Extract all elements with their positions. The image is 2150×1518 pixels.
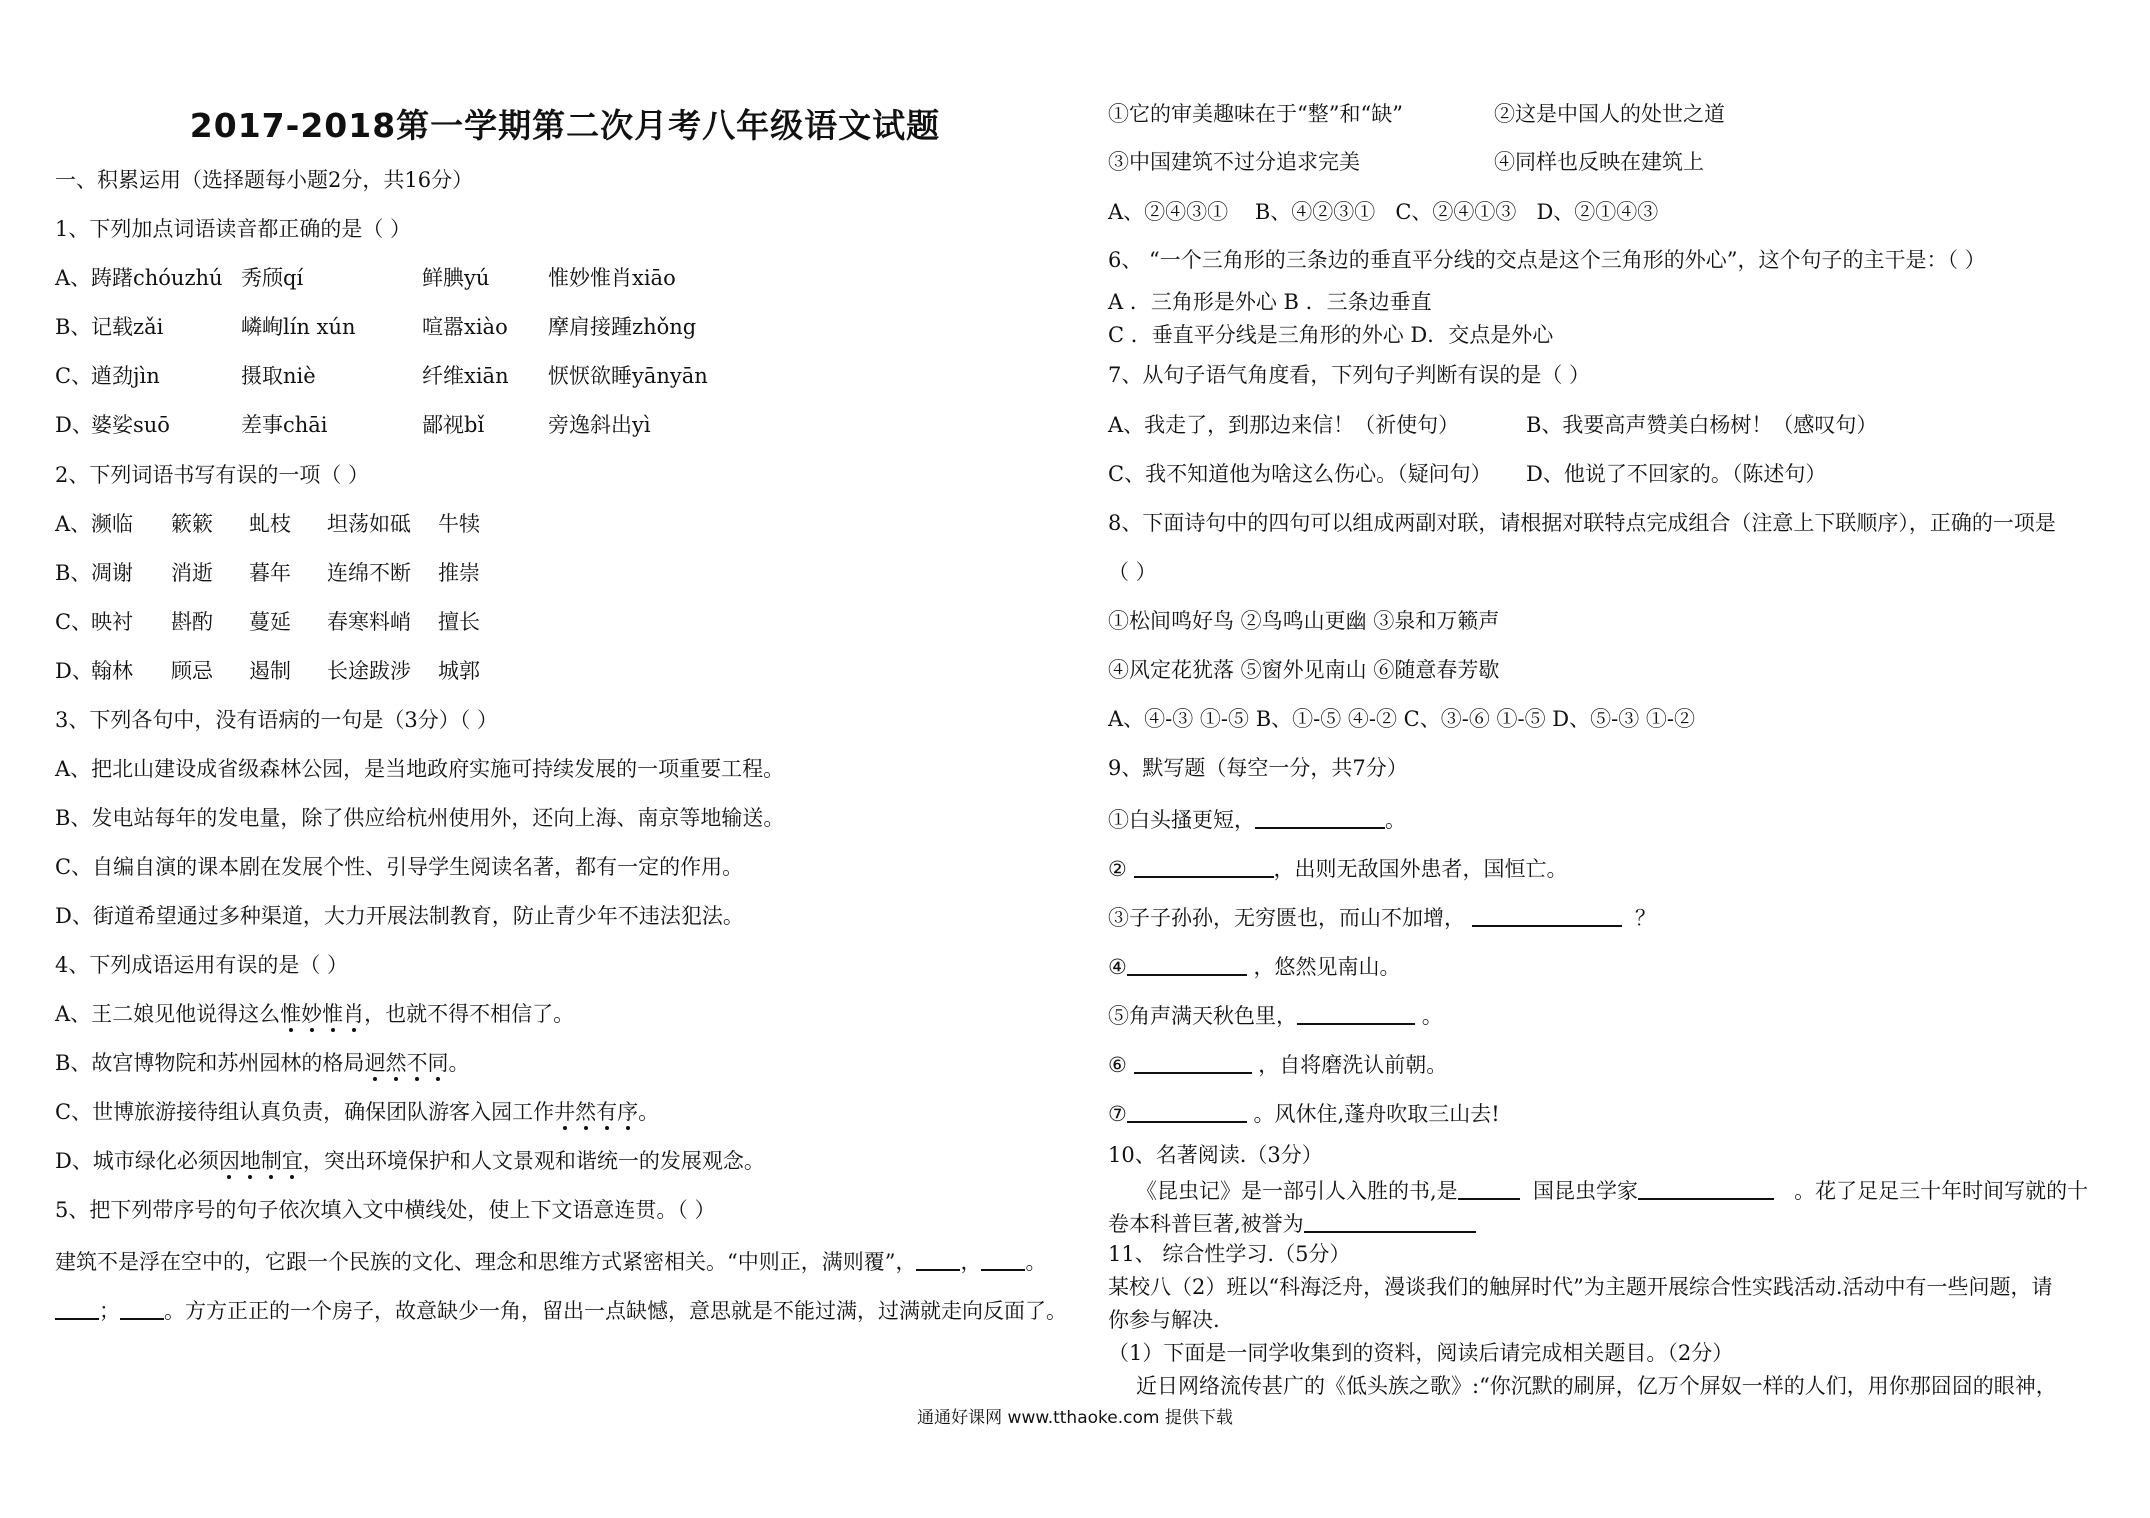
option-word: 簌簌 — [171, 512, 213, 536]
q5-answer-c: C、②④①③ — [1395, 200, 1517, 224]
q9-stem: 9、默写题（每空一分，共7分） — [1108, 756, 1408, 780]
option-word: 摩肩接踵zhǒng — [548, 315, 697, 339]
option-word: 消逝 — [171, 561, 213, 585]
q5-answer-a: A、②④③① — [1108, 200, 1229, 224]
q4-stem: 4、下列成语运用有误的是（ ） — [55, 953, 349, 977]
q3-option-a: A、把北山建设成省级森林公园，是当地政府实施可持续发展的一项重要工程。 — [55, 757, 785, 781]
q10-blank-3[interactable] — [1304, 1211, 1476, 1233]
option-word: 鲜腆yú — [422, 266, 490, 290]
q5-answer-b: B、④②③① — [1254, 200, 1376, 224]
option-word: 连绵不断 — [327, 561, 411, 585]
q8-row-1: ①松间鸣好鸟 ②鸟鸣山更幽 ③泉和万籁声 — [1108, 609, 1500, 633]
q3-stem: 3、下列各句中，没有语病的一句是（3分）（ ） — [55, 708, 498, 732]
option-letter: C、 — [55, 610, 93, 634]
q4-option-d: D、城市绿化必须因地制宜，突出环境保护和人文景观和谐统一的发展观念。 — [55, 1149, 765, 1173]
option-word: 记载zǎi — [91, 315, 164, 339]
option-word: 遒劲jìn — [91, 364, 160, 388]
q11-stem: 11、 综合性学习.（5分） — [1108, 1242, 1351, 1266]
q9-line-6: ⑥ ，自将磨洗认前朝。 — [1108, 1053, 1448, 1077]
option-word: 差事chāi — [241, 413, 328, 437]
q9-blank-1[interactable] — [1255, 807, 1385, 829]
q5-item-1: ①它的审美趣味在于“整”和“缺” — [1108, 102, 1403, 126]
q1-stem: 1、下列加点词语读音都正确的是（ ） — [55, 217, 412, 241]
q9-blank-5[interactable] — [1297, 1003, 1415, 1025]
option-word: 虬枝 — [249, 512, 291, 536]
q5-blank-1[interactable] — [916, 1249, 960, 1271]
q11-para-1: 某校八（2）班以“科海泛舟，漫谈我们的触屏时代”为主题开展综合性实践活动.活动中有一些问题，请 — [1108, 1275, 2053, 1299]
q7-option-b: B、我要高声赞美白杨树！（感叹句） — [1526, 413, 1878, 437]
q10-blank-2[interactable] — [1638, 1178, 1774, 1200]
q9-blank-3[interactable] — [1472, 905, 1622, 927]
q10-line-1: 《昆虫记》是一部引人入胜的书,是 国昆虫学家 。花了足足三十年时间写就的十 — [1136, 1179, 2089, 1203]
q9-line-3: ③子子孙孙，无穷匮也，而山不加增， ？ — [1108, 906, 1657, 930]
q3-option-d: D、街道希望通过多种渠道，大力开展法制教育，防止青少年不违法犯法。 — [55, 904, 744, 928]
option-word: 蔓延 — [249, 610, 291, 634]
option-word: 映衬 — [91, 610, 133, 634]
q4-option-a: A、王二娘见他说得这么惟妙惟肖，也就不得不相信了。 — [55, 1002, 575, 1026]
option-word: 暮年 — [249, 561, 291, 585]
option-word: 城郭 — [438, 659, 480, 683]
q5-stem: 5、把下列带序号的句子依次填入文中横线处，使上下文语意连贯。（ ） — [55, 1198, 716, 1222]
option-word: 顾忌 — [171, 659, 213, 683]
q5-item-2: ②这是中国人的处世之道 — [1494, 102, 1725, 126]
q6-line-2: C ．垂直平分线是三角形的外心 D．交点是外心 — [1108, 323, 1554, 347]
option-word: 擅长 — [438, 610, 480, 634]
q5-answer-d: D、②①④③ — [1536, 200, 1659, 224]
option-letter: D、 — [55, 659, 93, 683]
q9-line-7: ⑦ 。风休住,蓬舟吹取三山去! — [1108, 1102, 1500, 1126]
option-letter: B、 — [55, 561, 92, 585]
q8-paren: （ ） — [1108, 560, 1157, 584]
q9-blank-2[interactable] — [1134, 856, 1274, 878]
q9-line-2: ② ，出则无敌国外患者，国恒亡。 — [1108, 857, 1568, 881]
q5-item-3: ③中国建筑不过分追求完美 — [1108, 150, 1360, 174]
option-word: 斟酌 — [171, 610, 213, 634]
option-word: 凋谢 — [91, 561, 133, 585]
q7-option-d: D、他说了不回家的。（陈述句） — [1526, 462, 1827, 486]
q8-stem: 8、下面诗句中的四句可以组成两副对联，请根据对联特点完成组合（注意上下联顺序），正确的一项是 — [1108, 511, 2056, 535]
option-word: 鄙视bǐ — [422, 413, 485, 437]
option-word: 摄取niè — [241, 364, 316, 388]
option-word: 恹恹欲睡yānyān — [548, 364, 708, 388]
q5-blank-3[interactable] — [55, 1298, 99, 1320]
q5-blank-2[interactable] — [981, 1249, 1025, 1271]
q3-option-c: C、自编自演的课本剧在发展个性、引导学生阅读名著，都有一定的作用。 — [55, 855, 744, 879]
q6-stem: 6、 “一个三角形的三条边的垂直平分线的交点是这个三角形的外心”，这个句子的主干是：（ ） — [1108, 248, 1986, 272]
q5-item-4: ④同样也反映在建筑上 — [1494, 150, 1704, 174]
q9-line-1: ①白头搔更短， 。 — [1108, 808, 1406, 832]
q5-blank-4[interactable] — [120, 1298, 164, 1320]
footer-source: 通通好课网 www.tthaoke.com 提供下载 — [917, 1408, 1233, 1428]
q11-para-2: 你参与解决. — [1108, 1308, 1220, 1332]
q11-sub-1: （1）下面是一同学收集到的资料，阅读后请完成相关题目。（2分） — [1108, 1341, 1734, 1365]
option-letter: A、 — [55, 266, 92, 290]
q6-line-1: A ．三角形是外心 B ．三条边垂直 — [1108, 290, 1432, 314]
q10-stem: 10、名著阅读.（3分） — [1108, 1143, 1323, 1167]
q8-answers: A、④-③ ①-⑤ B、①-⑤ ④-② C、③-⑥ ①-⑤ D、⑤-③ ①-② — [1108, 707, 1695, 731]
option-word: 春寒料峭 — [327, 610, 411, 634]
q10-blank-1[interactable] — [1458, 1178, 1520, 1200]
option-letter: C、 — [55, 364, 93, 388]
q7-option-c: C、我不知道他为啥这么伤心。（疑问句） — [1108, 462, 1492, 486]
option-word: 婆娑suō — [91, 413, 170, 437]
option-word: 濒临 — [91, 512, 133, 536]
option-word: 纤维xiān — [422, 364, 509, 388]
option-word: 翰林 — [91, 659, 133, 683]
option-letter: B、 — [55, 315, 92, 339]
option-word: 秀颀qí — [241, 266, 304, 290]
q10-line-2: 卷本科普巨著,被誉为 — [1108, 1211, 1476, 1235]
q7-stem: 7、从句子语气角度看，下列句子判断有误的是（ ） — [1108, 363, 1591, 387]
q8-row-2: ④风定花犹落 ⑤窗外见南山 ⑥随意春芳歇 — [1108, 658, 1500, 682]
option-word: 坦荡如砥 — [327, 512, 411, 536]
q9-line-5: ⑤角声满天秋色里， 。 — [1108, 1004, 1443, 1028]
option-word: 牛犊 — [438, 512, 480, 536]
section1-heading: 一、积累运用（选择题每小题2分，共16分） — [55, 168, 474, 192]
option-letter: D、 — [55, 413, 93, 437]
q4-option-b: B、故宫博物院和苏州园林的格局迥然不同。 — [55, 1051, 470, 1075]
q9-line-4: ④ ，悠然见南山。 — [1108, 955, 1401, 979]
option-letter: A、 — [55, 512, 92, 536]
option-word: 遏制 — [249, 659, 291, 683]
q5-passage: 建筑不是浮在空中的，它跟一个民族的文化、理念和思维方式紧密相关。“中则正，满则覆”， ， 。； 。方方正正的一个房子，故意缺少一角，留出一点缺憾，意思就是不能过满，过满就走向反面了。 — [55, 1250, 1067, 1323]
option-word: 推崇 — [438, 561, 480, 585]
q7-option-a: A、我走了，到那边来信！（祈使句） — [1108, 413, 1460, 437]
q11-para-3: 近日网络流传甚广的《低头族之歌》:“你沉默的刷屏，亿万个屏奴一样的人们，用你那囧囧的眼神， — [1136, 1374, 2057, 1398]
q3-option-b: B、发电站每年的发电量，除了供应给杭州使用外，还向上海、南京等地输送。 — [55, 806, 785, 830]
exam-title: 2017-2018第一学期第二次月考八年级语文试题 — [189, 106, 941, 145]
q4-option-c: C、世博旅游接待组认真负责，确保团队游客入园工作井然有序。 — [55, 1100, 660, 1124]
option-word: 惟妙惟肖xiāo — [548, 266, 676, 290]
option-word: 嶙峋lín xún — [241, 315, 356, 339]
option-word: 旁逸斜出yì — [548, 413, 651, 437]
q9-blank-4[interactable] — [1127, 954, 1247, 976]
option-word: 长途跋涉 — [327, 659, 411, 683]
option-word: 喧嚣xiào — [422, 315, 508, 339]
q2-stem: 2、下列词语书写有误的一项（ ） — [55, 463, 370, 487]
q9-blank-6[interactable] — [1134, 1052, 1252, 1074]
q5-answers — [1108, 202, 1658, 223]
option-word: 踌躇chóuzhú — [91, 266, 223, 290]
q9-blank-7[interactable] — [1127, 1101, 1247, 1123]
